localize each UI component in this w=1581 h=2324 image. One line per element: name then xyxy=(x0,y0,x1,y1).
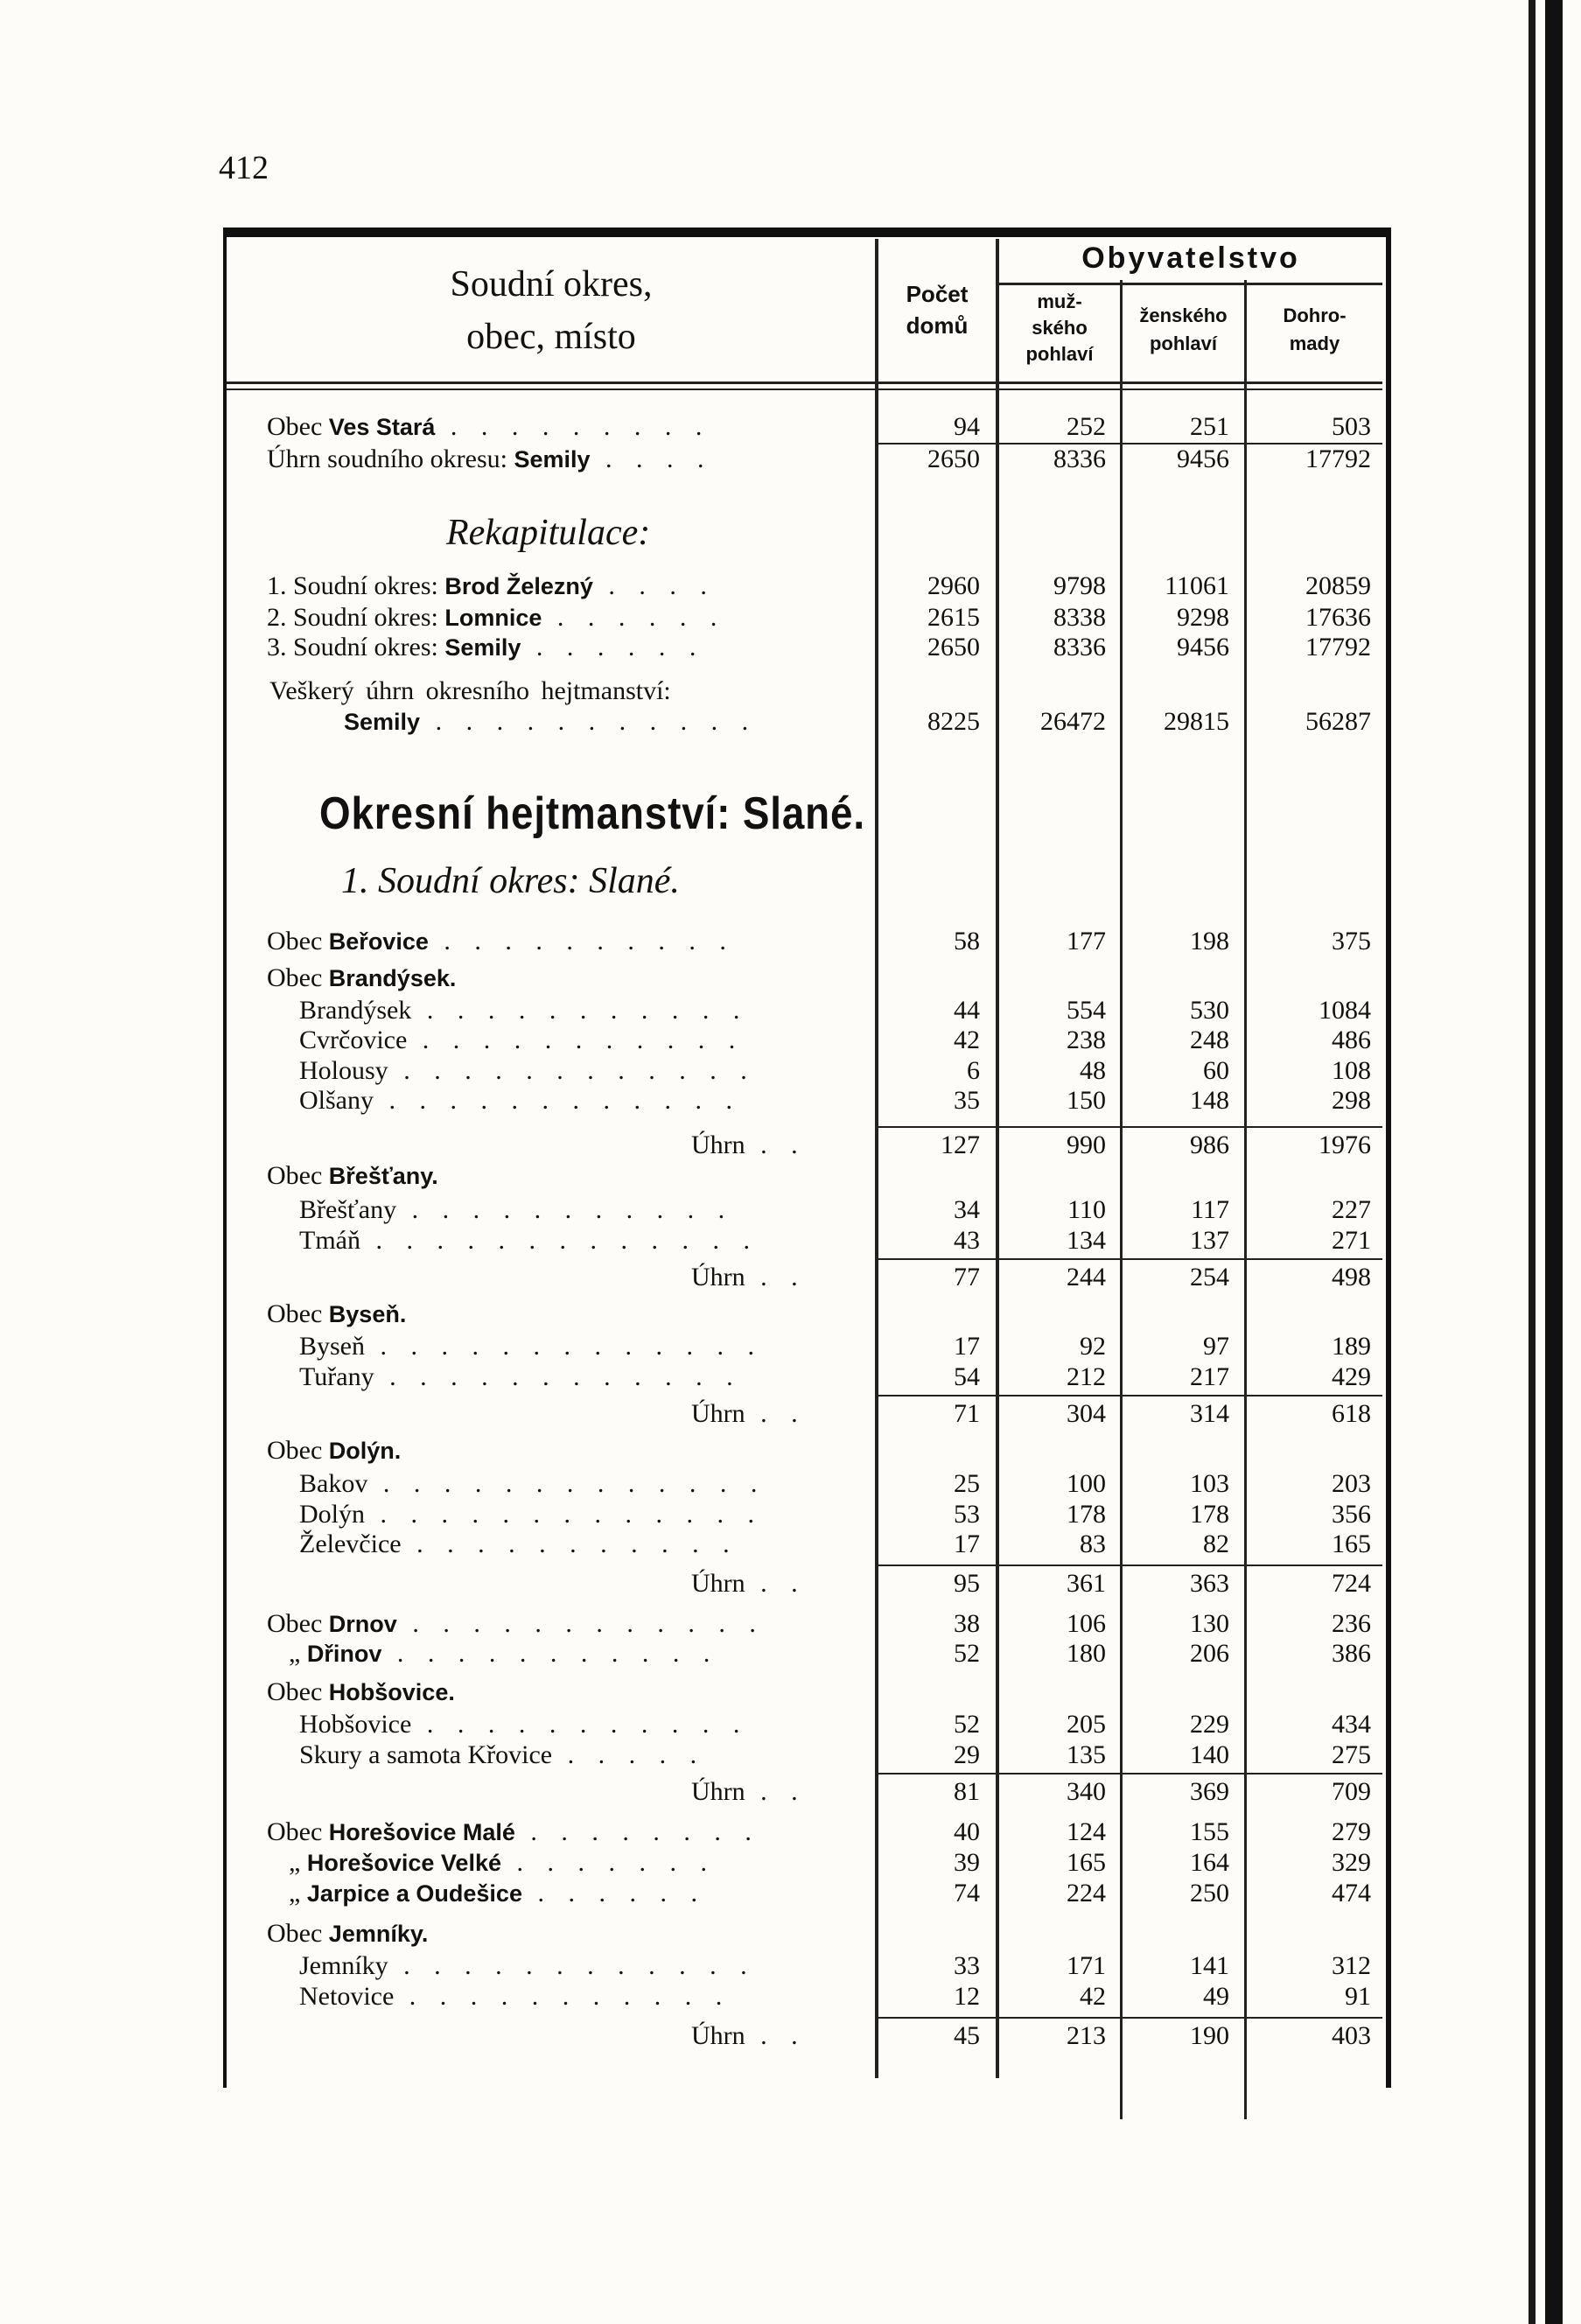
row-label-bold: Drnov xyxy=(328,1611,397,1637)
row-label: Obec Jemníky. xyxy=(267,1919,429,1948)
table-row xyxy=(0,1568,1581,1600)
row-label-bold: Horešovice Velké xyxy=(306,1850,501,1876)
row-leader-dots: . . . . . . . . . . . xyxy=(396,1195,734,1224)
cell-houses: 77 xyxy=(954,1263,980,1292)
cell-total: 375 xyxy=(1332,927,1371,956)
cell-female: 140 xyxy=(1190,1740,1229,1769)
cell-total: 403 xyxy=(1332,2021,1371,2050)
cell-houses: 74 xyxy=(954,1879,980,1908)
cell-male: 42 xyxy=(1080,1982,1106,2011)
row-label: Obec Drnov . . . . . . . . . . . . xyxy=(267,1609,765,1638)
cell-male: 134 xyxy=(1067,1226,1106,1255)
table-row xyxy=(0,1298,1581,1330)
cell-female: 117 xyxy=(1191,1195,1229,1224)
cell-total: 618 xyxy=(1332,1399,1371,1428)
cell-male: 990 xyxy=(1067,1130,1106,1159)
cell-total: 271 xyxy=(1332,1226,1371,1255)
row-total-label: Úhrn . . xyxy=(691,1130,807,1159)
header-houses-line2: domů xyxy=(906,312,969,339)
cell-houses: 43 xyxy=(954,1226,980,1255)
row-label-bold: Semily xyxy=(444,634,521,661)
header-houses-line1: Počet xyxy=(906,281,969,307)
cell-houses: 81 xyxy=(954,1777,980,1806)
row-label: Obec Beřovice . . . . . . . . . . xyxy=(267,927,735,956)
cell-male: 48 xyxy=(1080,1056,1106,1085)
cell-houses: 94 xyxy=(954,412,980,441)
row-label-bold: Jemníky. xyxy=(328,1921,429,1947)
row-label: Obec Hobšovice. xyxy=(267,1677,455,1706)
cell-male: 180 xyxy=(1067,1639,1106,1668)
row-label: „ Jarpice a Oudešice . . . . . . xyxy=(289,1879,706,1908)
cell-total: 108 xyxy=(1332,1056,1371,1085)
row-label-bold: Horešovice Malé xyxy=(328,1819,515,1845)
table-row xyxy=(0,632,1581,663)
cell-total: 312 xyxy=(1332,1951,1371,1980)
cell-total: 386 xyxy=(1332,1639,1371,1668)
cell-male: 106 xyxy=(1067,1609,1106,1638)
row-leader-dots: . . . . . . . . . . . . xyxy=(388,1056,756,1085)
cell-total: 236 xyxy=(1332,1609,1371,1638)
header-rule xyxy=(227,382,1382,384)
cell-male: 213 xyxy=(1067,2021,1106,2050)
cell-female: 82 xyxy=(1203,1530,1229,1558)
cell-male: 244 xyxy=(1067,1263,1106,1292)
table-row xyxy=(0,926,1581,957)
cell-male: 135 xyxy=(1067,1740,1106,1769)
cell-female: 49 xyxy=(1203,1982,1229,2011)
cell-houses: 6 xyxy=(967,1056,980,1085)
row-label: Obec Brandýsek. xyxy=(267,963,457,992)
row-label-bold: Dolýn. xyxy=(328,1438,402,1464)
row-leader-dots: . . xyxy=(745,1399,807,1428)
cell-female: 9456 xyxy=(1177,444,1229,473)
cell-houses: 2960 xyxy=(927,571,980,600)
cell-houses: 8225 xyxy=(927,707,980,736)
cell-male: 178 xyxy=(1067,1500,1106,1529)
row-label: Obec Dolýn. xyxy=(267,1436,402,1465)
row-label: Veškerý úhrn okresního hejtmanství: xyxy=(269,676,671,705)
cell-female: 206 xyxy=(1190,1639,1229,1668)
cell-male: 361 xyxy=(1067,1569,1106,1598)
cell-male: 8336 xyxy=(1053,633,1106,662)
cell-male: 224 xyxy=(1067,1879,1106,1908)
cell-female: 986 xyxy=(1190,1130,1229,1159)
row-leader-dots: . . . . . . . . . . . . . xyxy=(360,1226,759,1255)
row-label: Obec Ves Stará . . . . . . . . . xyxy=(267,412,711,441)
cell-male: 8338 xyxy=(1053,603,1106,632)
cell-houses: 42 xyxy=(954,1026,980,1054)
total-rule xyxy=(878,1258,1382,1260)
total-rule xyxy=(878,1126,1382,1128)
column-header-female xyxy=(1123,302,1244,358)
cell-male: 9798 xyxy=(1053,571,1106,600)
table-row xyxy=(0,1740,1581,1771)
row-label: Skury a samota Křovice . . . . . xyxy=(299,1740,706,1769)
table-row xyxy=(0,1981,1581,2012)
cell-female: 9298 xyxy=(1177,603,1229,632)
cell-female: 97 xyxy=(1203,1332,1229,1361)
row-label: Brandýsek . . . . . . . . . . . xyxy=(299,996,749,1025)
total-rule xyxy=(878,2017,1382,2019)
row-leader-dots: . . . . . . . . . . . xyxy=(401,1530,738,1558)
cell-total: 17636 xyxy=(1305,603,1371,632)
cell-female: 217 xyxy=(1190,1362,1229,1391)
cell-total: 91 xyxy=(1345,1982,1371,2011)
row-label: Cvrčovice . . . . . . . . . . . xyxy=(299,1026,745,1054)
row-leader-dots: . . . . . . . . . . . xyxy=(411,1710,749,1739)
cell-female: 369 xyxy=(1190,1777,1229,1806)
row-total-label: Úhrn . . xyxy=(691,1399,807,1428)
row-total-label: Úhrn . . xyxy=(691,2021,807,2050)
row-label-bold: Ves Stará xyxy=(328,414,436,440)
cell-houses: 25 xyxy=(954,1469,980,1498)
row-leader-dots: . . . . . . . . . . . xyxy=(407,1026,745,1054)
cell-total: 498 xyxy=(1332,1263,1371,1292)
row-total-label: Úhrn . . xyxy=(691,1777,807,1806)
table-row xyxy=(0,444,1581,475)
row-label: Olšany . . . . . . . . . . . . xyxy=(299,1086,741,1115)
table-row xyxy=(0,1847,1581,1879)
cell-male: 92 xyxy=(1080,1332,1106,1361)
table-row xyxy=(0,2020,1581,2052)
cell-houses: 35 xyxy=(954,1086,980,1115)
cell-male: 212 xyxy=(1067,1362,1106,1391)
header-total-line1: Dohro- xyxy=(1283,304,1347,326)
cell-total: 356 xyxy=(1332,1500,1371,1529)
header-title-line1: Soudní okres, xyxy=(450,264,653,304)
row-label: 3. Soudní okres: Semily . . . . . . xyxy=(267,633,705,662)
cell-houses: 12 xyxy=(954,1982,980,2011)
row-label: Obec Horešovice Malé . . . . . . . . xyxy=(267,1817,760,1846)
cell-female: 229 xyxy=(1190,1710,1229,1739)
table-row xyxy=(0,1468,1581,1500)
row-label: Netovice . . . . . . . . . . . xyxy=(299,1982,731,2011)
row-label-bold: Brandýsek. xyxy=(328,965,457,991)
cell-houses: 17 xyxy=(954,1530,980,1558)
row-label: Dolýn . . . . . . . . . . . . . xyxy=(299,1500,763,1529)
cell-male: 238 xyxy=(1067,1026,1106,1054)
cell-houses: 95 xyxy=(954,1569,980,1598)
row-leader-dots: . . . . . . . . . . . . . xyxy=(365,1500,763,1529)
table-row xyxy=(0,1950,1581,1982)
column-header-male xyxy=(999,289,1120,368)
table-row xyxy=(0,1878,1581,1909)
cell-houses: 2650 xyxy=(927,633,980,662)
cell-total: 17792 xyxy=(1305,444,1371,473)
cell-houses: 40 xyxy=(954,1817,980,1846)
cell-total: 724 xyxy=(1332,1569,1371,1598)
table-row xyxy=(0,1331,1581,1362)
page-number: 412 xyxy=(219,150,269,186)
cell-male: 83 xyxy=(1080,1530,1106,1558)
table-row xyxy=(0,995,1581,1026)
header-male-line3: pohlaví xyxy=(1025,343,1094,365)
cell-houses: 71 xyxy=(954,1399,980,1428)
row-label-bold: Beřovice xyxy=(328,928,429,955)
row-leader-dots: . . xyxy=(745,1263,807,1292)
cell-female: 314 xyxy=(1190,1399,1229,1428)
header-female-line2: pohlaví xyxy=(1149,332,1217,354)
cell-houses: 44 xyxy=(954,996,980,1025)
column-header-total xyxy=(1247,302,1382,358)
cell-male: 110 xyxy=(1067,1195,1106,1224)
table-row xyxy=(0,1709,1581,1740)
cell-houses: 34 xyxy=(954,1195,980,1224)
row-leader-dots: . . . . . . . . . . . . xyxy=(388,1951,756,1980)
cell-male: 340 xyxy=(1067,1777,1106,1806)
row-leader-dots: . . . . xyxy=(590,444,713,473)
row-leader-dots: . . . . . . . . . . . xyxy=(394,1982,731,2011)
cell-female: 103 xyxy=(1190,1469,1229,1498)
cell-total: 709 xyxy=(1332,1777,1371,1806)
row-label: Tuřany . . . . . . . . . . . . xyxy=(299,1362,742,1391)
total-rule xyxy=(878,1395,1382,1396)
cell-female: 9456 xyxy=(1177,633,1229,662)
row-label: „ Dřinov . . . . . . . . . . . xyxy=(289,1639,719,1668)
row-leader-dots: . . . . . . . . . . . . . xyxy=(365,1332,763,1361)
cell-total: 329 xyxy=(1332,1848,1371,1877)
table-row xyxy=(0,706,1581,738)
table-row xyxy=(0,1055,1581,1087)
row-label: Holousy . . . . . . . . . . . . xyxy=(299,1056,756,1085)
cell-female: 254 xyxy=(1190,1263,1229,1292)
cell-female: 11061 xyxy=(1165,571,1229,600)
row-label: 1. Soudní okres: Brod Železný . . . . xyxy=(267,571,716,600)
row-total-label: Úhrn . . xyxy=(691,1263,807,1292)
cell-male: 150 xyxy=(1067,1086,1106,1115)
table-row xyxy=(0,962,1581,994)
cell-male: 252 xyxy=(1067,412,1106,441)
cell-female: 60 xyxy=(1203,1056,1229,1085)
cell-houses: 127 xyxy=(941,1130,980,1159)
cell-female: 148 xyxy=(1190,1086,1229,1115)
cell-male: 8336 xyxy=(1053,444,1106,473)
cell-total: 56287 xyxy=(1305,707,1371,736)
cell-houses: 2650 xyxy=(927,444,980,473)
cell-male: 100 xyxy=(1067,1469,1106,1498)
row-label xyxy=(344,706,948,738)
table-row xyxy=(0,1398,1581,1430)
row-label-bold: Brod Železný xyxy=(444,573,593,599)
table-row xyxy=(0,1638,1581,1670)
row-label: Tmáň . . . . . . . . . . . . . xyxy=(299,1226,759,1255)
row-leader-dots: . . . . . . . . . . . . xyxy=(374,1362,742,1391)
row-label: Bakov . . . . . . . . . . . . . xyxy=(299,1469,766,1498)
cell-total: 227 xyxy=(1332,1195,1371,1224)
row-label-bold: Hobšovice. xyxy=(328,1679,455,1705)
row-label: „ Horešovice Velké . . . . . . . xyxy=(289,1848,716,1877)
cell-total: 298 xyxy=(1332,1086,1371,1115)
row-label: Břešťany . . . . . . . . . . . xyxy=(299,1195,734,1224)
column-header-population: Obyvatelstvo xyxy=(1081,242,1300,275)
table-row xyxy=(0,1776,1581,1808)
cell-houses: 2615 xyxy=(927,603,980,632)
row-label: Byseň . . . . . . . . . . . . . xyxy=(299,1332,763,1361)
cell-total: 20859 xyxy=(1305,571,1371,600)
header-rule xyxy=(227,388,1382,390)
row-leader-dots: . . . . . . . . . . . xyxy=(411,996,749,1025)
cell-total: 429 xyxy=(1332,1362,1371,1391)
row-label-bold: Jarpice a Oudešice xyxy=(306,1880,522,1907)
cell-total: 486 xyxy=(1332,1026,1371,1054)
row-leader-dots: . . . . . . xyxy=(542,603,726,632)
row-label: 2. Soudní okres: Lomnice . . . . . . xyxy=(267,603,726,632)
table-row xyxy=(0,676,1581,707)
cell-houses: 52 xyxy=(954,1639,980,1668)
row-leader-dots: . . . . . . . . xyxy=(514,1817,760,1846)
cell-total: 434 xyxy=(1332,1710,1371,1739)
row-leader-dots: . . . . . . . xyxy=(500,1848,716,1877)
cell-female: 250 xyxy=(1190,1879,1229,1908)
row-leader-dots: . . . . . . . . . xyxy=(435,412,711,441)
cell-total: 165 xyxy=(1332,1530,1371,1558)
cell-houses: 38 xyxy=(954,1609,980,1638)
total-rule xyxy=(878,443,1382,444)
row-label-bold: Byseň. xyxy=(328,1301,407,1327)
cell-total: 203 xyxy=(1332,1469,1371,1498)
cell-total: 1976 xyxy=(1319,1130,1371,1159)
table-row xyxy=(0,411,1581,443)
row-leader-dots: . . xyxy=(745,1569,807,1598)
court-district-title: 1. Soudní okres: Slané. xyxy=(341,861,680,901)
cell-houses: 29 xyxy=(954,1740,980,1769)
cell-female: 178 xyxy=(1190,1500,1229,1529)
table-row xyxy=(0,1676,1581,1708)
cell-total: 279 xyxy=(1332,1817,1371,1846)
cell-female: 363 xyxy=(1190,1569,1229,1598)
row-label: Úhrn soudního okresu: Semily . . . . xyxy=(267,444,713,473)
table-row xyxy=(0,1435,1581,1466)
cell-female: 130 xyxy=(1190,1609,1229,1638)
row-label: Hobšovice . . . . . . . . . . . xyxy=(299,1710,749,1739)
table-row xyxy=(0,1130,1581,1161)
cell-male: 171 xyxy=(1067,1951,1106,1980)
table-row xyxy=(0,1362,1581,1393)
column-header-place xyxy=(262,258,840,363)
row-label: Obec Byseň. xyxy=(267,1299,407,1328)
row-label: Jemníky . . . . . . . . . . . . xyxy=(299,1951,756,1980)
cell-male: 304 xyxy=(1067,1399,1106,1428)
table-row xyxy=(0,1499,1581,1530)
header-total-line2: mady xyxy=(1289,332,1340,354)
row-label-bold: Lomnice xyxy=(444,605,542,631)
cell-male: 124 xyxy=(1067,1817,1106,1846)
table-row xyxy=(0,1194,1581,1226)
district-title: Okresní hejtmanství: Slané. xyxy=(319,788,865,839)
header-male-line2: ského xyxy=(1032,317,1088,339)
cell-houses: 39 xyxy=(954,1848,980,1877)
row-label-bold: Semily xyxy=(344,709,421,735)
row-leader-dots: . . . . . . . . . . . . xyxy=(396,1609,765,1638)
table-row xyxy=(0,1529,1581,1560)
row-label-bold: Dřinov xyxy=(306,1641,382,1667)
row-leader-dots: . . . . . . xyxy=(521,633,705,662)
row-leader-dots: . . . . . . . . . . . . . xyxy=(367,1469,766,1498)
cell-female: 251 xyxy=(1190,412,1229,441)
header-male-line1: muž- xyxy=(1037,290,1082,312)
table-row xyxy=(0,1816,1581,1848)
cell-female: 137 xyxy=(1190,1226,1229,1255)
cell-total: 275 xyxy=(1332,1740,1371,1769)
cell-total: 1084 xyxy=(1319,996,1371,1025)
row-leader-dots: . . xyxy=(745,2021,807,2050)
cell-houses: 54 xyxy=(954,1362,980,1391)
header-female-line1: ženského xyxy=(1139,304,1228,326)
row-leader-dots: . . . . . . . . . . . xyxy=(381,1639,719,1668)
row-label: Obec Břešťany. xyxy=(267,1161,438,1190)
row-leader-dots: . . xyxy=(745,1777,807,1806)
table-row xyxy=(0,1025,1581,1056)
row-label-bold: Semily xyxy=(514,446,591,472)
cell-male: 205 xyxy=(1067,1710,1106,1739)
table-row xyxy=(0,1918,1581,1950)
cell-male: 177 xyxy=(1067,927,1106,956)
cell-male: 554 xyxy=(1067,996,1106,1025)
header-rule xyxy=(999,283,1382,285)
row-leader-dots: . . xyxy=(745,1130,807,1159)
row-leader-dots: . . . . . . . . . . . . xyxy=(374,1086,741,1115)
cell-total: 17792 xyxy=(1305,633,1371,662)
cell-houses: 45 xyxy=(954,2021,980,2050)
cell-houses: 53 xyxy=(954,1500,980,1529)
cell-total: 503 xyxy=(1332,412,1371,441)
row-total-label: Úhrn . . xyxy=(691,1569,807,1598)
table-row xyxy=(0,1160,1581,1192)
cell-houses: 58 xyxy=(954,927,980,956)
table-row xyxy=(0,1262,1581,1293)
cell-male: 26472 xyxy=(1040,707,1106,736)
row-label: Želevčice . . . . . . . . . . . xyxy=(299,1530,738,1558)
cell-female: 141 xyxy=(1190,1951,1229,1980)
total-rule xyxy=(878,1773,1382,1774)
cell-houses: 17 xyxy=(954,1332,980,1361)
cell-houses: 33 xyxy=(954,1951,980,1980)
cell-female: 248 xyxy=(1190,1026,1229,1054)
table-row xyxy=(0,1608,1581,1640)
column-header-houses xyxy=(878,278,996,341)
row-label-bold: Břešťany. xyxy=(328,1163,438,1189)
cell-female: 190 xyxy=(1190,2021,1229,2050)
row-leader-dots: . . . . xyxy=(592,571,716,600)
table-row xyxy=(0,602,1581,634)
row-leader-dots: . . . . . . xyxy=(521,1879,706,1908)
header-title-line2: obec, místo xyxy=(466,317,636,357)
total-rule xyxy=(878,1564,1382,1566)
cell-female: 29815 xyxy=(1164,707,1229,736)
cell-total: 189 xyxy=(1332,1332,1371,1361)
section-title-rekapitulace: Rekapitulace: xyxy=(446,513,651,553)
cell-female: 198 xyxy=(1190,927,1229,956)
table-row xyxy=(0,570,1581,602)
cell-female: 530 xyxy=(1190,996,1229,1025)
table-row xyxy=(0,1225,1581,1256)
cell-female: 155 xyxy=(1190,1817,1229,1846)
row-leader-dots: . . . . . . . . . . . xyxy=(420,707,758,736)
cell-houses: 52 xyxy=(954,1710,980,1739)
row-leader-dots: . . . . . . . . . . xyxy=(428,927,735,956)
cell-total: 474 xyxy=(1332,1879,1371,1908)
cell-male: 165 xyxy=(1067,1848,1106,1877)
row-leader-dots: . . . . . xyxy=(552,1740,706,1769)
table-row xyxy=(0,1085,1581,1116)
cell-female: 164 xyxy=(1190,1848,1229,1877)
